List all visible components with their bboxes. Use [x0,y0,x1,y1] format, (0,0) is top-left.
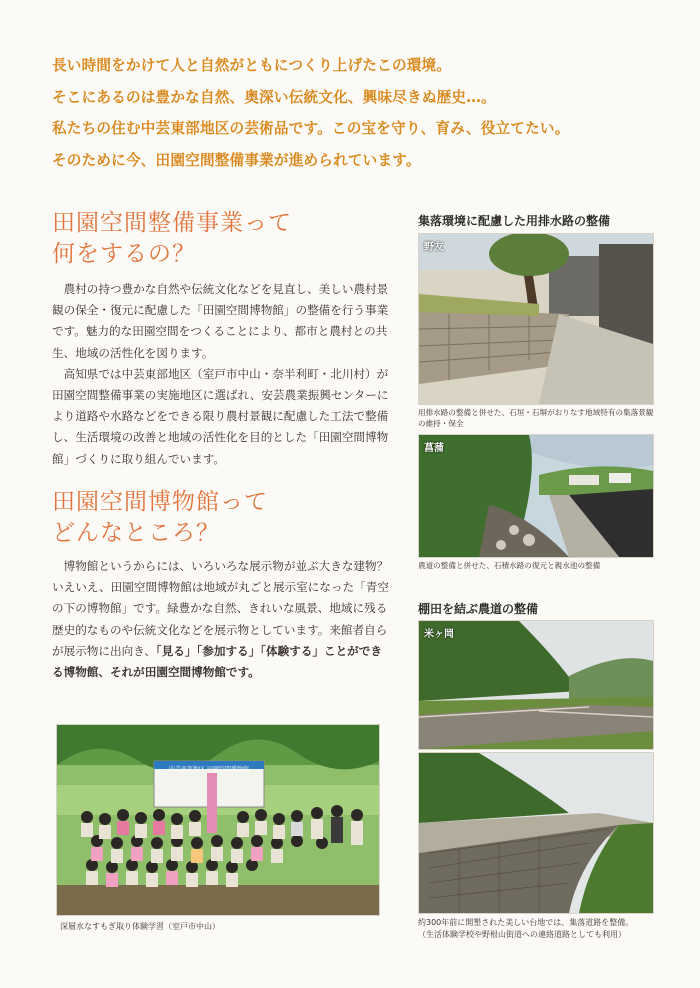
photo-tag-nodomo: 野友 [424,242,444,253]
banner-text: 中芸東部地区 田園空間博物館 [169,766,249,773]
group-photo-caption: 深層水なすもぎ取り体験学習（室戸市中山） [60,922,220,931]
caption-1: 用排水路の整備と併せた、石垣・石塀がおりなす地域特有の集落景観の維持・保全 [418,408,654,428]
photo-yonegaoka-1 [418,620,654,750]
caption-3-line-2: （生活体験学校や野根山街道への連絡道路としても利用） [418,929,626,939]
section2-paragraph [52,556,400,683]
section1-heading-line-1: 田園空間整備事業って [52,210,292,236]
section2-paragraph-text: 博物館というからには、いろいろな展示物が並ぶ大きな建物？ いえいえ、田園空間博物館は地域が丸ごと展示室になった「青空の下の博物館」です。緑豊かな自然、きれいな風景、地域に残る歴史的なものや伝統文化などを展示物としています。来館者自らが展示物に出向き、 [52,559,400,658]
section2-heading [52,487,268,549]
caption-3-line-1: 約300年前に開墾された美しい台地では、集落道路を整備。 [418,918,634,927]
photo-shobu [418,434,654,558]
section2-heading-line-1: 田園空間博物館って [52,489,268,515]
caption-3 [418,917,678,940]
section1-heading-line-2: 何をするの？ [52,241,196,267]
section1-paragraph-2: 高知県では中芸東部地区（室戸市中山・奈半利町・北川村）が田園空間整備事業の実施地区に選ばれ、安芸農業振興センターにより道路や水路などをできる限り農村景観に配慮した工法で整備し、生活環境の改善と地域の活性化を目的とした「田園空間博物館」づくりに取り組んでいます。 [52,366,389,466]
section1-heading [52,208,292,270]
intro-line-3: 私たちの住む中芸東部地区の芸術品です。この宝を守り、育み、役立てたい。 [52,120,570,137]
group-photo [56,724,380,916]
intro-block [52,50,672,176]
intro-line-1: 長い時間をかけて人と自然がともにつくり上げたこの環境。 [52,57,452,74]
section2-heading-line-2: どんなところ？ [52,520,220,546]
photo-nodomo [418,233,654,405]
photo-tag-yonegaoka: 米ヶ岡 [424,629,454,640]
intro-line-4: そのために今、田園空間整備事業が進められています。 [52,151,421,169]
right-title-1: 集落環境に配慮した用排水路の整備 [418,214,611,228]
section1-paragraph-1: 農村の持つ豊かな自然や伝統文化などを見直し、美しい農村景観の保全・復元に配慮した「田園空間博物館」の整備を行う事業です。魅力的な田園空間をつくることにより、都市と農村との共生、地域の活性化を図ります。 [52,282,389,360]
caption-2: 農道の整備と併せた、石積水路の復元と親水池の整備 [418,561,601,570]
intro-line-2: そこにあるのは豊かな自然、奥深い伝統文化、興味尽きぬ歴史…。 [52,88,496,106]
section2-body [52,556,400,683]
section2-paragraph-bold: 「見る」「参加する」「体験する」ことができる博物館、それが田園空間博物館です。 [52,643,382,680]
right-title-2: 棚田を結ぶ農道の整備 [418,602,539,616]
photo-yonegaoka-2 [418,752,654,914]
photo-tag-shobu: 菖蒲 [424,443,444,454]
section1-body [52,279,392,470]
